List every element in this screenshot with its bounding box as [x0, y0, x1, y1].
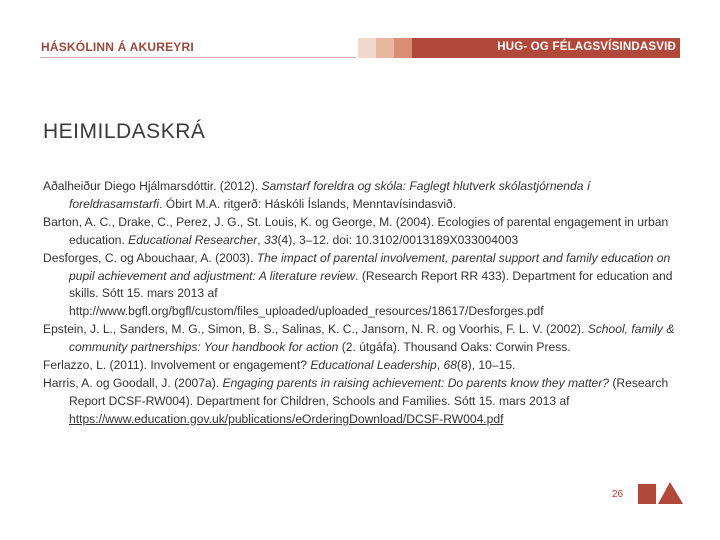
reference-text: Desforges, C. og Abouchaar, A. (2003).	[43, 250, 257, 265]
reference-text: Barton, A. C., Drake, C., Perez, J. G., St. Louis, K. og George, M. (2004). Ecologies of parental engagement in urban education.	[43, 214, 669, 247]
reference-entry	[43, 214, 683, 250]
reference-text: ,	[257, 232, 264, 247]
reference-link[interactable]: https://www.education.gov.uk/publications/eOrderingDownload/DCSF-RW004.pdf	[69, 411, 504, 426]
reference-entry	[43, 321, 683, 357]
reference-entry	[43, 250, 683, 322]
header-divider	[40, 57, 356, 58]
reference-text: Ferlazzo, L. (2011). Involvement or engagement?	[43, 358, 311, 373]
university-logo-icon	[638, 482, 684, 504]
reference-italic-text: The impact of parental involvement, parental support and family education on pupil achievement and adjustment: A literature review	[69, 250, 671, 283]
reference-italic-text: Samstarf foreldra og skóla: Faglegt hlutverk skólastjórnenda í foreldrasamstarfi	[69, 179, 591, 211]
reference-text: . Óbirt M.A. ritgerð: Háskóli Íslands, Menntavísindasvið.	[159, 196, 457, 211]
reference-list	[43, 178, 683, 429]
reference-text: (Research Report DCSF-RW004). Department for Children, Schools and Families. Sótt 15. mars 2013 af	[69, 375, 669, 408]
reference-entry	[43, 375, 683, 429]
reference-italic-text: Educational Leadership	[310, 358, 437, 373]
page-number: 26	[612, 489, 624, 500]
reference-text: Harris, A. og Goodall, J. (2007a).	[43, 375, 223, 390]
reference-entry	[43, 357, 683, 375]
reference-text: (8), 10–15.	[456, 358, 516, 373]
reference-italic-text: Educational Researcher	[128, 232, 258, 247]
reference-entry	[43, 178, 683, 214]
header-bar-segment	[394, 38, 412, 58]
logo-triangle	[658, 482, 683, 504]
header-school: HUG- OG FÉLAGSVÍSINDASVIÐ	[497, 41, 676, 53]
logo-square	[638, 484, 656, 504]
reference-text: ,	[436, 358, 444, 373]
reference-italic-text: 68	[443, 358, 457, 373]
reference-text: (2. útgáfa). Thousand Oaks: Corwin Press.	[338, 340, 571, 355]
reference-italic-text: 33	[263, 232, 278, 247]
header-institution: HÁSKÓLINN Á AKUREYRI	[41, 40, 194, 54]
reference-italic-text: School, family & community partnerships: Your handbook for action	[69, 322, 675, 355]
reference-text: Epstein, J. L., Sanders, M. G., Simon, B. S., Salinas, K. C., Jansorn, N. R. og Voorhis, F. L. V. (2002).	[43, 322, 588, 337]
header-bar-segment	[358, 38, 376, 58]
header-bar-segment	[376, 38, 394, 58]
page-title: HEIMILDASKRÁ	[43, 120, 206, 143]
reference-text: . (Research Report RR 433). Department for education and skills. Sótt 15. mars 2013 af http://www.bgfl.org/bgfl/custom/files_uploaded/uploaded_resources/18617/Desforges.pdf	[69, 268, 673, 319]
reference-text: Aðalheiður Diego Hjálmarsdóttir. (2012).	[43, 179, 262, 193]
reference-text: (4), 3–12. doi: 10.3102/0013189X033004003	[277, 232, 519, 247]
reference-italic-text: Engaging parents in raising achievement: Do parents know they matter?	[222, 375, 610, 390]
